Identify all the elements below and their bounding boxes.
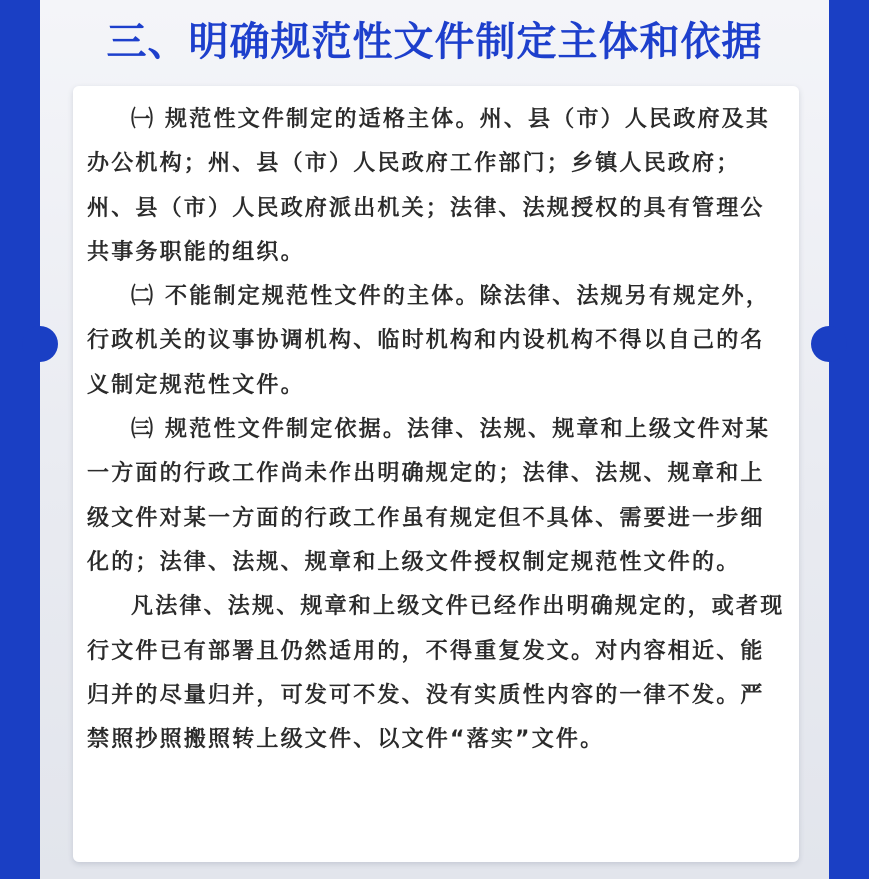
content-card <box>73 86 799 862</box>
paragraph-eligible-subjects: ㈠ 规范性文件制定的适格主体。州、县（市）人民政府及其办公机构；州、县（市）人民政府工作部门；乡镇人民政府；州、县（市）人民政府派出机关；法律、法规授权的具有管理公共事务职能的组织。 <box>87 107 771 265</box>
right-decor-circle <box>811 326 847 362</box>
paragraph-ineligible-subjects: ㈡ 不能制定规范性文件的主体。除法律、法规另有规定外，行政机关的议事协调机构、临时机构和内设机构不得以自己的名义制定规范性文件。 <box>87 284 771 398</box>
left-side-band <box>0 0 40 879</box>
section-title: 三、明确规范性文件制定主体和依据 <box>106 19 763 65</box>
paragraph-no-duplicate-docs: 凡法律、法规、规章和上级文件已经作出明确规定的，或者现行文件已有部署且仍然适用的，不得重复发文。对内容相近、能归并的尽量归并，可发可不发、没有实质性内容的一律不发。严禁照抄照搬照转上级文件、以文件“落实”文件。 <box>87 594 785 753</box>
card-body <box>87 98 787 762</box>
paragraph-legal-basis: ㈢ 规范性文件制定依据。法律、法规、规章和上级文件对某一方面的行政工作尚未作出明确规定的；法律、法规、规章和上级文件对某一方面的行政工作虽有规定但不具体、需要进一步细化的；法律、法规、规章和上级文件授权制定规范性文件的。 <box>87 417 771 575</box>
right-side-band <box>829 0 869 879</box>
left-decor-circle <box>22 326 58 362</box>
